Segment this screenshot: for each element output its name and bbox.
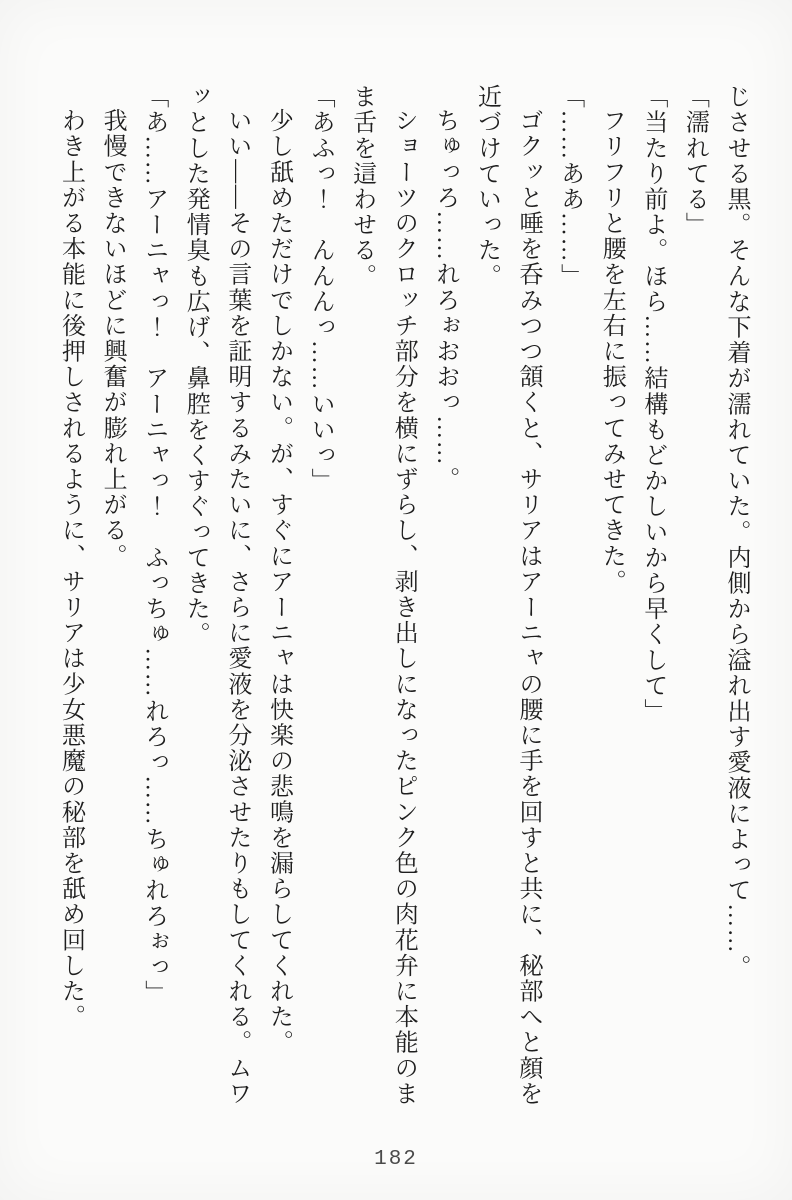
page-number: 182 <box>374 1148 418 1171</box>
text-line: 「あふっ！ んんんっ……いいっ」 <box>307 84 334 494</box>
text-line: ショーツのクロッチ部分を横にずらし、剥き出しになったピンク色の肉花弁に本能のま <box>390 108 417 1107</box>
text-line: ッとした発情臭も広げ、鼻腔をくすぐってきた。 <box>182 84 209 648</box>
text-line: 「当たり前よ。ほら……結構もどかしいから早くして」 <box>639 84 666 724</box>
text-line: フリフリと腰を左右に振ってみせてきた。 <box>598 108 625 595</box>
text-line: 「……ああ……」 <box>556 84 583 289</box>
text-line: いい――その言葉を証明するみたいに、さらに愛液を分泌させたりもしてくれる。ムワ <box>223 108 250 1107</box>
text-line: ゴクッと唾を呑みつつ頷くと、サリアはアーニャの腰に手を回すと共に、秘部へと顔を <box>515 108 542 1107</box>
vertical-text-block <box>49 84 756 1126</box>
text-line: 「濡れてる」 <box>681 84 708 238</box>
text-line: 近づけていった。 <box>473 84 500 289</box>
text-line: 「あ……アーニャっ！ アーニャっ！ ふっちゅ……れろっ……ちゅれろぉっ」 <box>140 84 167 1006</box>
text-line: じさせる黒。そんな下着が濡れていた。内側から溢れ出す愛液によって……。 <box>723 84 749 980</box>
text-line: 少し舐めただけでしかない。が、すぐにアーニャは快楽の悲鳴を漏らしてくれた。 <box>265 108 292 1056</box>
text-line: わき上がる本能に後押しされるように、サリアは少女悪魔の秘部を舐め回した。 <box>57 108 84 1030</box>
text-line: ちゅっろ……れろぉおおっ……。 <box>431 108 458 492</box>
text-line: 我慢できないほどに興奮が膨れ上がる。 <box>99 108 126 569</box>
text-line: ま舌を這わせる。 <box>348 84 375 289</box>
